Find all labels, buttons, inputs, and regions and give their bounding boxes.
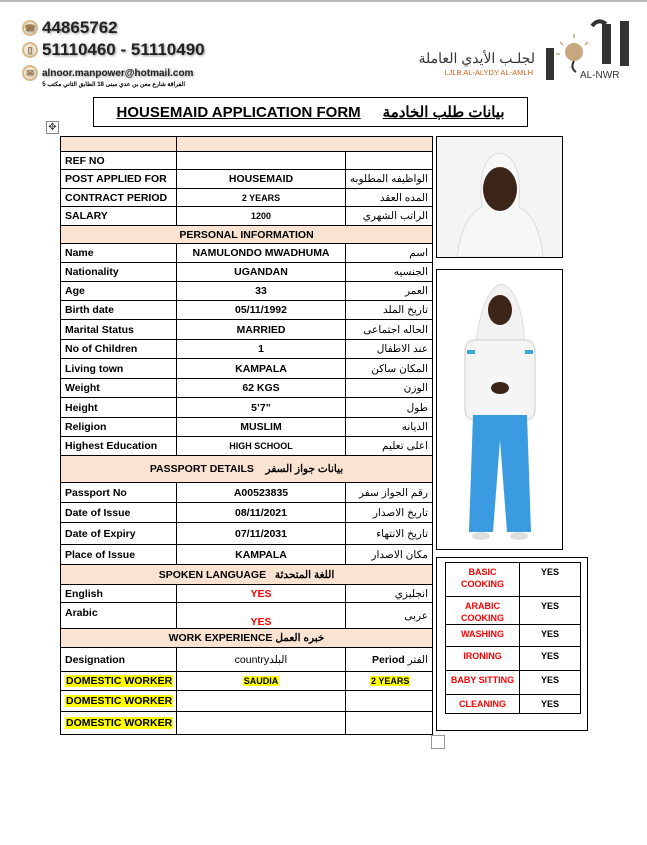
field-label: Date of Issue bbox=[61, 503, 177, 523]
mail-icon: ✉ bbox=[22, 65, 38, 81]
skill-value: YES bbox=[520, 695, 581, 714]
field-label-arabic: الحاله اجتماعى bbox=[346, 320, 433, 340]
field-label-arabic: الواظيفه المطلوبه bbox=[346, 170, 433, 189]
field-label-arabic: تاريخ الاصدار bbox=[346, 503, 433, 523]
field-label: Passport No bbox=[61, 483, 177, 503]
mobile-icon: ▯ bbox=[22, 42, 38, 58]
skill-row bbox=[446, 647, 581, 671]
skill-row bbox=[446, 695, 581, 714]
designation: DOMESTIC WORKER bbox=[66, 717, 173, 729]
field-value: 08/11/2021 bbox=[177, 503, 346, 523]
form-title bbox=[93, 97, 528, 127]
field-label-arabic bbox=[346, 152, 433, 170]
field-label-arabic: عند الاطفال bbox=[346, 340, 433, 359]
field-value: MUSLIM bbox=[177, 418, 346, 437]
personal-row bbox=[61, 263, 433, 282]
passport-row bbox=[61, 483, 433, 503]
job-row bbox=[61, 152, 433, 170]
table-move-handle-icon[interactable]: ✥ bbox=[46, 121, 59, 134]
field-label: Living town bbox=[61, 359, 177, 379]
field-value: 62 KGS bbox=[177, 379, 346, 398]
field-label-arabic: الوزن bbox=[346, 379, 433, 398]
passport-header: PASSPORT DETAILS بيانات جواز السفر bbox=[61, 456, 433, 483]
logo-english: LJLB AL-ALYDY AL-AMLH bbox=[444, 68, 533, 77]
work-header: WORK EXPERIENCE خبره العمل bbox=[61, 629, 433, 648]
field-label: Highest Education bbox=[61, 437, 177, 456]
personal-row bbox=[61, 320, 433, 340]
field-label-arabic: طول bbox=[346, 398, 433, 418]
skill-value: YES bbox=[520, 647, 581, 671]
resize-handle[interactable] bbox=[431, 735, 445, 749]
personal-row bbox=[61, 244, 433, 263]
field-label-arabic: المده العقد bbox=[346, 189, 433, 207]
field-value: UGANDAN bbox=[177, 263, 346, 282]
field-label-arabic: تاريخ الانتهاء bbox=[346, 523, 433, 545]
application-table bbox=[60, 136, 433, 735]
field-label: Birth date bbox=[61, 301, 177, 320]
field-value: HIGH SCHOOL bbox=[177, 437, 346, 456]
field-value: KAMPALA bbox=[177, 359, 346, 379]
field-value: 33 bbox=[177, 282, 346, 301]
personal-row bbox=[61, 340, 433, 359]
personal-header: PERSONAL INFORMATION bbox=[61, 226, 433, 244]
job-row bbox=[61, 207, 433, 226]
period: 2 YEARS bbox=[371, 676, 410, 686]
work-row bbox=[61, 691, 433, 712]
language-row-arabic: Arabic YES عربى bbox=[61, 603, 433, 629]
field-label-arabic: مكان الاصدار bbox=[346, 545, 433, 565]
personal-row bbox=[61, 437, 433, 456]
field-label: Weight bbox=[61, 379, 177, 398]
field-value: 1 bbox=[177, 340, 346, 359]
skill-value: YES bbox=[520, 671, 581, 695]
skill-row bbox=[446, 671, 581, 695]
field-value: HOUSEMAID bbox=[177, 170, 346, 189]
job-row bbox=[61, 170, 433, 189]
skill-name: CLEANING bbox=[446, 695, 520, 714]
passport-row bbox=[61, 503, 433, 523]
skill-name: BABY SITTING bbox=[446, 671, 520, 695]
field-label: POST APPLIED FOR bbox=[61, 170, 177, 189]
field-label: Place of Issue bbox=[61, 545, 177, 565]
skill-value: YES bbox=[520, 597, 581, 625]
work-columns-row: Designation countryالبلد Period الفتر bbox=[61, 648, 433, 672]
personal-row bbox=[61, 418, 433, 437]
skill-row bbox=[446, 625, 581, 647]
skill-value: YES bbox=[520, 563, 581, 597]
field-label: Height bbox=[61, 398, 177, 418]
field-value: A00523835 bbox=[177, 483, 346, 503]
address: الفراقة شارع معن بن عدي مبنى 18 الطابق الثاني مكتب 5 bbox=[42, 82, 185, 88]
designation: DOMESTIC WORKER bbox=[66, 675, 173, 687]
field-label-arabic: تاريخ الملد bbox=[346, 301, 433, 320]
language-header: SPOKEN LANGUAGE اللغة المتحدثة bbox=[61, 565, 433, 585]
field-label: Marital Status bbox=[61, 320, 177, 340]
field-label: Date of Expiry bbox=[61, 523, 177, 545]
job-row bbox=[61, 189, 433, 207]
field-label: No of Children bbox=[61, 340, 177, 359]
phone-icon: ☎ bbox=[22, 20, 38, 36]
passport-row bbox=[61, 545, 433, 565]
field-label-arabic: الجنسيه bbox=[346, 263, 433, 282]
skill-name: WASHING bbox=[446, 625, 520, 647]
field-value bbox=[177, 152, 346, 170]
field-value: 2 YEARS bbox=[177, 189, 346, 207]
personal-row bbox=[61, 301, 433, 320]
skill-row bbox=[446, 597, 581, 625]
field-value: 05/11/1992 bbox=[177, 301, 346, 320]
face-photo-image bbox=[437, 137, 562, 257]
face-photo bbox=[436, 136, 563, 258]
field-value: 5’7” bbox=[177, 398, 346, 418]
field-label: Nationality bbox=[61, 263, 177, 282]
title-english: HOUSEMAID APPLICATION FORM bbox=[116, 103, 361, 121]
work-row bbox=[61, 712, 433, 735]
field-label-arabic: رقم الجواز سفر bbox=[346, 483, 433, 503]
skill-name: IRONING bbox=[446, 647, 520, 671]
field-label: Name bbox=[61, 244, 177, 263]
field-value: 1200 bbox=[177, 207, 346, 226]
personal-row bbox=[61, 398, 433, 418]
field-value: 07/11/2031 bbox=[177, 523, 346, 545]
field-value: MARRIED bbox=[177, 320, 346, 340]
skill-name: BASIC COOKING bbox=[446, 563, 520, 597]
personal-row bbox=[61, 379, 433, 398]
field-label-arabic: المكان ساكن bbox=[346, 359, 433, 379]
field-value: NAMULONDO MWADHUMA bbox=[177, 244, 346, 263]
work-row bbox=[61, 672, 433, 691]
skill-row bbox=[446, 563, 581, 597]
field-label-arabic: اعلى تعليم bbox=[346, 437, 433, 456]
field-label: SALARY bbox=[61, 207, 177, 226]
skills-table bbox=[445, 562, 581, 714]
full-body-photo bbox=[436, 269, 563, 550]
skill-name: ARABIC COOKING bbox=[446, 597, 520, 625]
logo-arabic: لجلـب الأيدي العاملة bbox=[418, 50, 535, 66]
logo-brand: AL-NWR bbox=[580, 70, 620, 81]
full-body-photo-image bbox=[437, 270, 562, 549]
field-label: Age bbox=[61, 282, 177, 301]
personal-row bbox=[61, 359, 433, 379]
email-contact: ✉ alnoor.manpower@hotmail.com bbox=[22, 65, 193, 81]
field-value: KAMPALA bbox=[177, 545, 346, 565]
phone-contact: ☎ 44865762 bbox=[22, 18, 118, 38]
passport-row bbox=[61, 523, 433, 545]
field-label: Religion bbox=[61, 418, 177, 437]
title-arabic: بيانات طلب الخادمة bbox=[382, 104, 505, 121]
mobile-contact: ▯ 51110460 - 51110490 bbox=[22, 40, 205, 60]
personal-row bbox=[61, 282, 433, 301]
designation: DOMESTIC WORKER bbox=[66, 695, 173, 707]
language-row-english: English YES انجليزي bbox=[61, 585, 433, 603]
field-label-arabic: اسم bbox=[346, 244, 433, 263]
field-label: REF NO bbox=[61, 152, 177, 170]
field-label-arabic: الديانه bbox=[346, 418, 433, 437]
top-blank-row bbox=[61, 137, 433, 152]
field-label: CONTRACT PERIOD bbox=[61, 189, 177, 207]
country: SAUDIA bbox=[243, 676, 279, 686]
company-logo bbox=[540, 16, 640, 82]
field-label-arabic: الراتب الشهري bbox=[346, 207, 433, 226]
skill-value: YES bbox=[520, 625, 581, 647]
field-label-arabic: العمر bbox=[346, 282, 433, 301]
